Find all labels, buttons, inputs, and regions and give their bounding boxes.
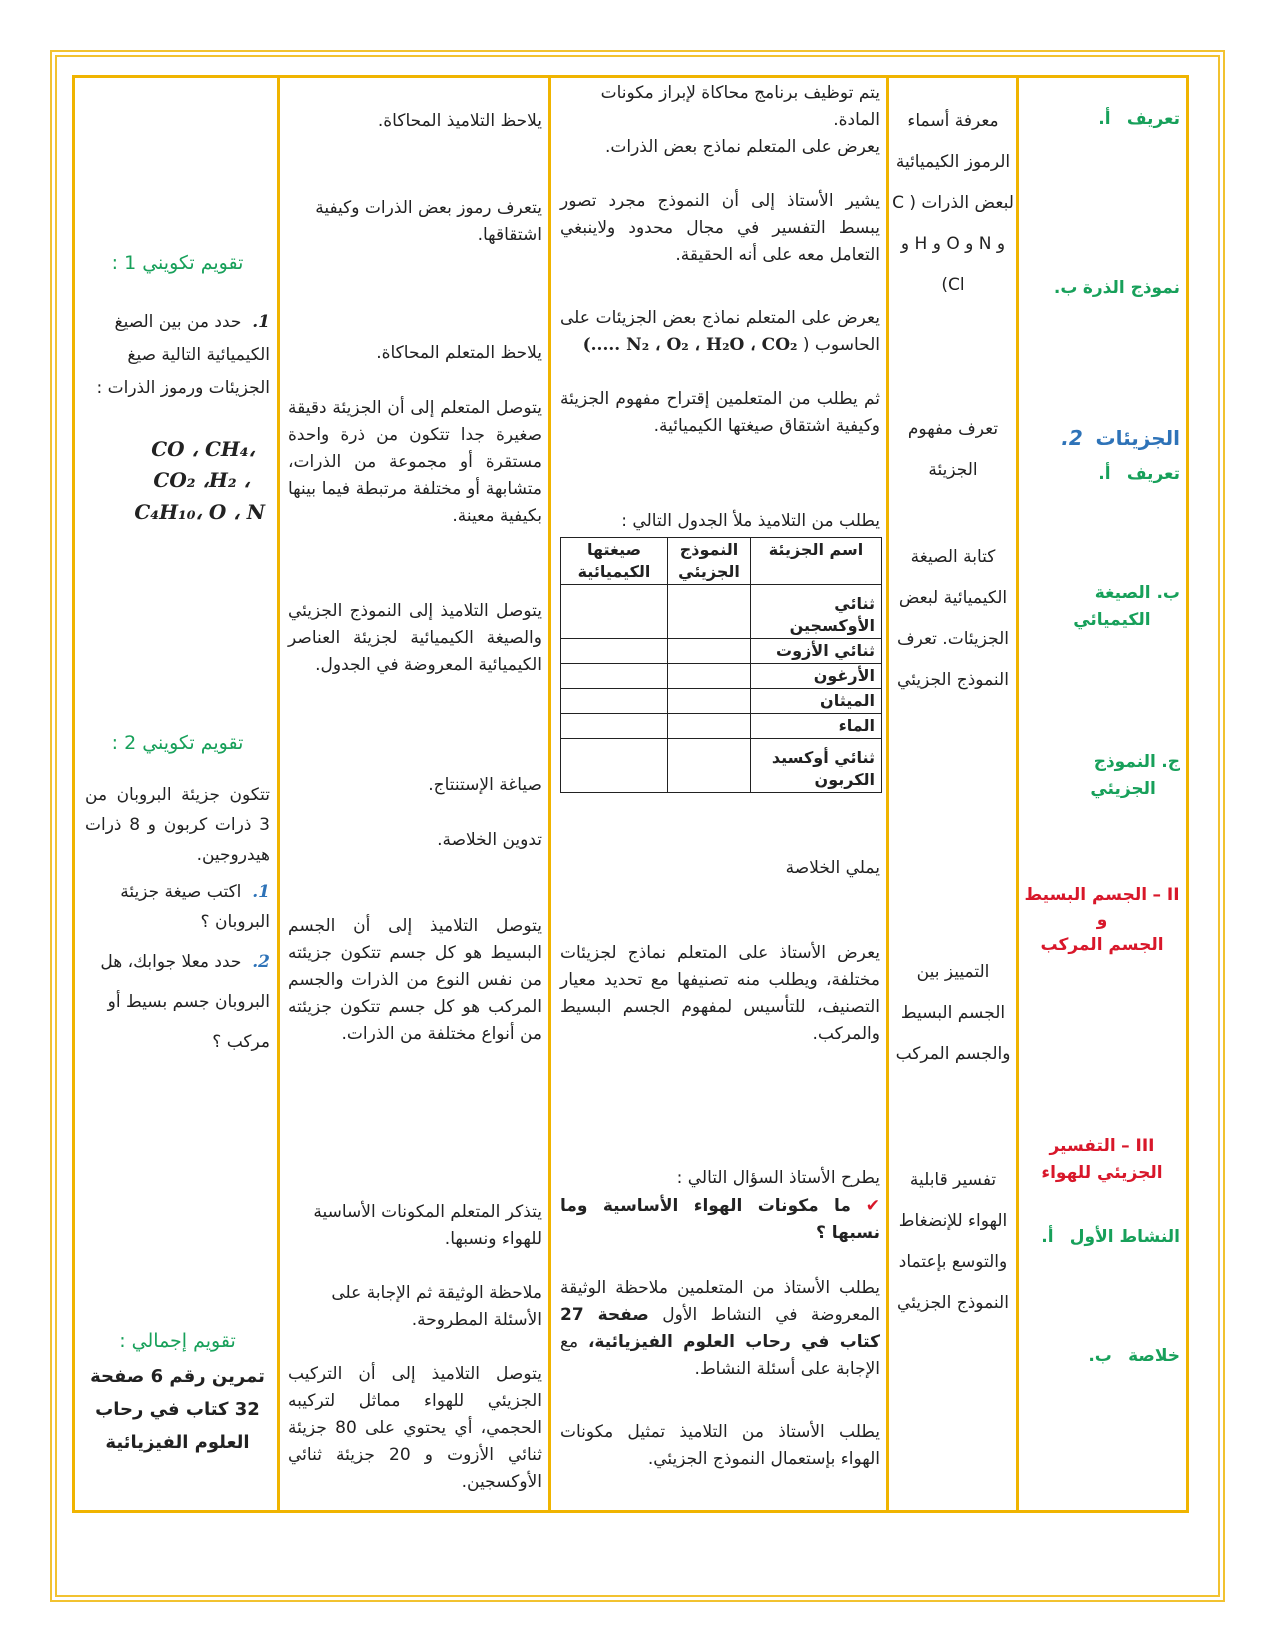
table-cell[interactable]	[561, 739, 668, 793]
table-cell[interactable]	[561, 585, 668, 639]
table-cell: الماء	[751, 714, 882, 739]
learner-l4: يتوصل المتعلم إلى أن الجزيئة دقيقة صغيرة جدا تتكون من ذرة واحدة مستقرة أو مجموعة من الذرات، متشابهة أو مختلفة مرتبطة فيما بينها بكيفية معينة.	[288, 398, 542, 526]
table-header: اسم الجزيئة	[751, 538, 882, 585]
table-cell[interactable]	[668, 739, 751, 793]
eval-formative-1-title: تقويم تكويني 1 :	[111, 252, 244, 274]
table-header: صيغتها الكيميائية	[561, 538, 668, 585]
eval-formulas-line3: C₄H₁₀، O ، N	[134, 500, 265, 524]
table-cell[interactable]	[561, 664, 668, 689]
learner-l7: تدوين الخلاصة.	[437, 830, 542, 850]
axis-section2: الجزيئات 2.	[1061, 426, 1180, 450]
axis-a3-first-activity: النشاط الأول أ.	[1041, 1227, 1180, 1247]
eval-formulas-line1: CO ، CH₄،	[151, 437, 255, 461]
axis-a2-definition: تعريف أ.	[1098, 464, 1180, 484]
table-row	[561, 689, 882, 714]
teacher-p9: يطلب الأستاذ من التلاميذ تمثيل مكونات الهواء بإستعمال النموذج الجزيئي.	[560, 1422, 880, 1469]
table-cell[interactable]	[561, 639, 668, 664]
axis-section-II: II – الجسم البسيط و الجسم المركب	[1024, 885, 1180, 955]
table-row	[561, 664, 882, 689]
table-cell[interactable]	[668, 689, 751, 714]
table-row	[561, 639, 882, 664]
axis-b-atom-model: نموذج الذرة ب.	[1053, 278, 1180, 298]
eval-propane-text: تتكون جزيئة البروبان من 3 ذرات كربون و 8 ذرات هيدروجين.	[85, 785, 270, 865]
table-cell[interactable]	[561, 714, 668, 739]
goal-formula-model: كتابة الصيغة الكيميائية لبعض الجزيئات. تعرف النموذج الجزيئي	[896, 547, 1010, 690]
table-row	[561, 585, 882, 639]
table-cell[interactable]	[668, 585, 751, 639]
teacher-dictate-summary: يملي الخلاصة	[785, 858, 880, 878]
learner-l6: صياغة الإستنتاج.	[428, 775, 542, 795]
goal-air-interpretation: تفسير قابلية الهواء للإنضغاط والتوسع بإعتماد النموذج الجزيئي	[897, 1170, 1009, 1313]
teacher-p7: يطرح الأستاذ السؤال التالي :	[676, 1168, 880, 1188]
learner-l2: يتعرف رموز بعض الذرات وكيفية اشتقاقها.	[315, 198, 542, 245]
eval-q2: 2. حدد معلا جوابك، هل البروبان جسم بسيط أو مركب ؟	[100, 952, 270, 1052]
table-row	[561, 739, 882, 793]
teacher-p3: يشير الأستاذ إلى أن النموذج مجرد تصور يبسط التفسير في مجال محدود ولاينبغي التعامل معه على أنه الحقيقة.	[560, 191, 880, 265]
eval-formative-1-question: 1. حدد من بين الصيغ الكيميائية التالية صيغ الجزيئات ورموز الذرات :	[96, 312, 270, 398]
teacher-p2: يعرض على المتعلم نماذج بعض الذرات.	[604, 137, 880, 157]
teacher-p1: يتم توظيف برنامج محاكاة لإبراز مكونات المادة.	[600, 83, 880, 130]
table-row	[561, 714, 882, 739]
table-cell[interactable]	[561, 689, 668, 714]
molecules-table	[560, 537, 882, 793]
goal-atom-symbols: معرفة أسماء الرموز الكيميائية لبعض الذرات ( C و N و O و H و Cl)	[892, 111, 1014, 295]
learner-l1: يلاحظ التلاميذ المحاكاة.	[377, 111, 542, 131]
teacher-p6: يعرض الأستاذ على المتعلم نماذج لجزيئات مختلفة، ويطلب منه تصنيفها مع تحديد معيار التصنيف، للتأسيس لمفهوم الجسم البسيط والمركب.	[560, 943, 880, 1044]
table-cell[interactable]	[668, 714, 751, 739]
table-cell[interactable]	[668, 664, 751, 689]
check-icon: ✔	[865, 1196, 881, 1216]
table-cell: الأرغون	[751, 664, 882, 689]
axis-a-definition: تعريف أ.	[1098, 109, 1180, 129]
axis-section-III: III – التفسير الجزيئي للهواء	[1041, 1136, 1163, 1183]
table-cell: ثنائي أوكسيد الكربون	[751, 739, 882, 793]
table-cell: ثنائي الأوكسجين	[751, 585, 882, 639]
table-cell: الميثان	[751, 689, 882, 714]
learner-l3: يلاحظ المتعلم المحاكاة.	[376, 343, 542, 363]
goal-molecule-concept: تعرف مفهوم الجزيئة	[907, 419, 999, 480]
teacher-table-intro: يطلب من التلاميذ ملأ الجدول التالي :	[621, 511, 880, 531]
eval-formulas-line2: CO₂ ،H₂ ،	[153, 468, 250, 492]
axis-c-molecular-model: ج. النموذج الجزيئي	[1090, 752, 1180, 799]
table-header: النموذج الجزيئي	[668, 538, 751, 585]
eval-formative-2-title: تقويم تكويني 2 :	[111, 732, 244, 754]
goal-simple-compound: التمييز بين الجسم البسيط والجسم المركب	[895, 962, 1011, 1064]
learner-l5: يتوصل التلاميذ إلى النموذج الجزيئي والصيغة الكيميائية لجزيئة العناصر الكيميائية المعروضة في الجدول.	[288, 601, 542, 675]
learner-l11: يتوصل التلاميذ إلى أن التركيب الجزيئي للهواء مماثل لتركيبه الحجمي، أي يحتوي على 80 جزيئة ثنائي الأزوت و 20 جزيئة ثنائي الأوكسجين.	[288, 1364, 542, 1492]
learner-l8: يتوصل التلاميذ إلى أن الجسم البسيط هو كل جسم تتكون جزيئته من نفس النوع من الذرات والجسم المركب هو كل جسم تتكون جزيئته من أنواع مختلفة من الذرات.	[288, 916, 542, 1044]
axis-b2-formula: ب. الصيغة الكيميائي	[1073, 583, 1180, 630]
table-cell[interactable]	[668, 639, 751, 664]
table-header-row	[561, 538, 882, 585]
eval-summative-text: تمرين رقم 6 صفحة 32 كتاب في رحاب العلوم الفيزيائية	[90, 1366, 265, 1453]
eval-q1: 1. اكتب صيغة جزيئة البروبان ؟	[120, 882, 270, 932]
eval-summative-title: تقويم إجمالي :	[119, 1330, 236, 1352]
learner-l10: ملاحظة الوثيقة ثم الإجابة على الأسئلة المطروحة.	[331, 1283, 542, 1330]
table-cell: ثنائي الأزوت	[751, 639, 882, 664]
teacher-question: ✔ ما مكونات الهواء الأساسية وما نسبها ؟	[560, 1196, 881, 1243]
learner-l9: يتذكر المتعلم المكونات الأساسية للهواء ونسبها.	[313, 1202, 542, 1249]
axis-b3-conclusion: خلاصة ب.	[1088, 1346, 1180, 1366]
teacher-p4: يعرض على المتعلم نماذج بعض الجزيئات على الحاسوب ( N₂ ، O₂ ، H₂O ، CO₂ .....)	[560, 308, 880, 355]
teacher-p5: ثم يطلب من المتعلمين إقتراح مفهوم الجزيئة وكيفية اشتقاق صيغتها الكيميائية.	[560, 389, 880, 436]
teacher-p8: يطلب الأستاذ من المتعلمين ملاحظة الوثيقة المعروضة في النشاط الأول صفحة 27 كتاب في رحاب العلوم الفيزيائية، مع الإجابة على أسئلة النشاط.	[560, 1278, 880, 1379]
